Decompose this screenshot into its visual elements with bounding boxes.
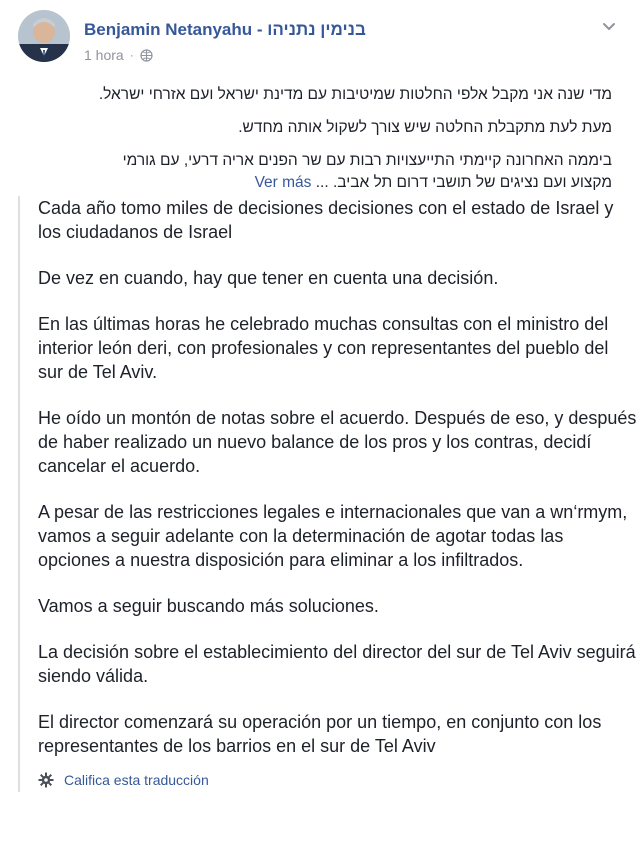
post-meta [84,47,153,63]
translation-paragraph: El director comenzará su operación por un tiempo, en conjunto con los representantes de los barrios en el sur de Tel Aviv [38,712,602,756]
translation-paragraph: Cada año tomo miles de decisiones decisiones con el estado de Israel y los ciudadanos de Israel [38,198,614,242]
original-paragraph [12,150,612,194]
avatar[interactable] [18,10,70,62]
gear-icon [38,772,54,788]
chevron-down-icon [598,16,620,38]
post-options-button[interactable] [598,16,620,38]
translation-paragraph: A pesar de las restricciones legales e internacionales que van a wn‘rmym, vamos a seguir adelante con la determinación de agotar todas las opciones a nuestra disposición para eliminar a los infiltrados. [38,502,628,570]
rate-translation-label: Califica esta traducción [64,772,209,788]
original-paragraph: מעת לעת מתקבלת החלטה שיש צורך לשקול אותה מחדש. [238,119,612,136]
translation-paragraph: La decisión sobre el establecimiento del director del sur de Tel Aviv seguirá siendo válida. [38,642,636,686]
translation-paragraph: En las últimas horas he celebrado muchas consultas con el ministro del interior león deri, con profesionales y con representantes del pueblo del sur de Tel Aviv. [38,314,609,382]
rate-translation-button[interactable] [38,768,638,792]
public-globe-icon [140,49,153,62]
post-header [18,10,618,70]
author-name[interactable]: Benjamin Netanyahu - בנימין נתניהו [84,20,366,39]
translation-paragraph: Vamos a seguir buscando más soluciones. [38,596,379,616]
original-line: ביממה האחרונה קיימתי התייעצויות רבות עם שר הפנים אריה דרעי, עם גורמי [122,152,612,169]
separator-dot: · [129,48,134,62]
ellipsis: ... [315,174,329,191]
see-more-link[interactable]: Ver más [254,174,312,191]
post-timestamp[interactable]: 1 hora [84,47,124,63]
translation-paragraph: De vez en cuando, hay que tener en cuenta una decisión. [38,268,499,288]
original-post-text [12,84,612,194]
avatar-portrait-icon [18,10,70,62]
original-line: מקצוע ועם נציגים של תושבי דרום תל אביב. [332,174,612,191]
translation-block [18,196,638,792]
translation-paragraph: He oído un montón de notas sobre el acuerdo. Después de eso, y después de haber realizado un nuevo balance de los pros y los contras, decidí cancelar el acuerdo. [38,408,637,476]
original-paragraph: מדי שנה אני מקבל אלפי החלטות שמיטיבות עם מדינת ישראל ועם אזרחי ישראל. [98,86,612,103]
